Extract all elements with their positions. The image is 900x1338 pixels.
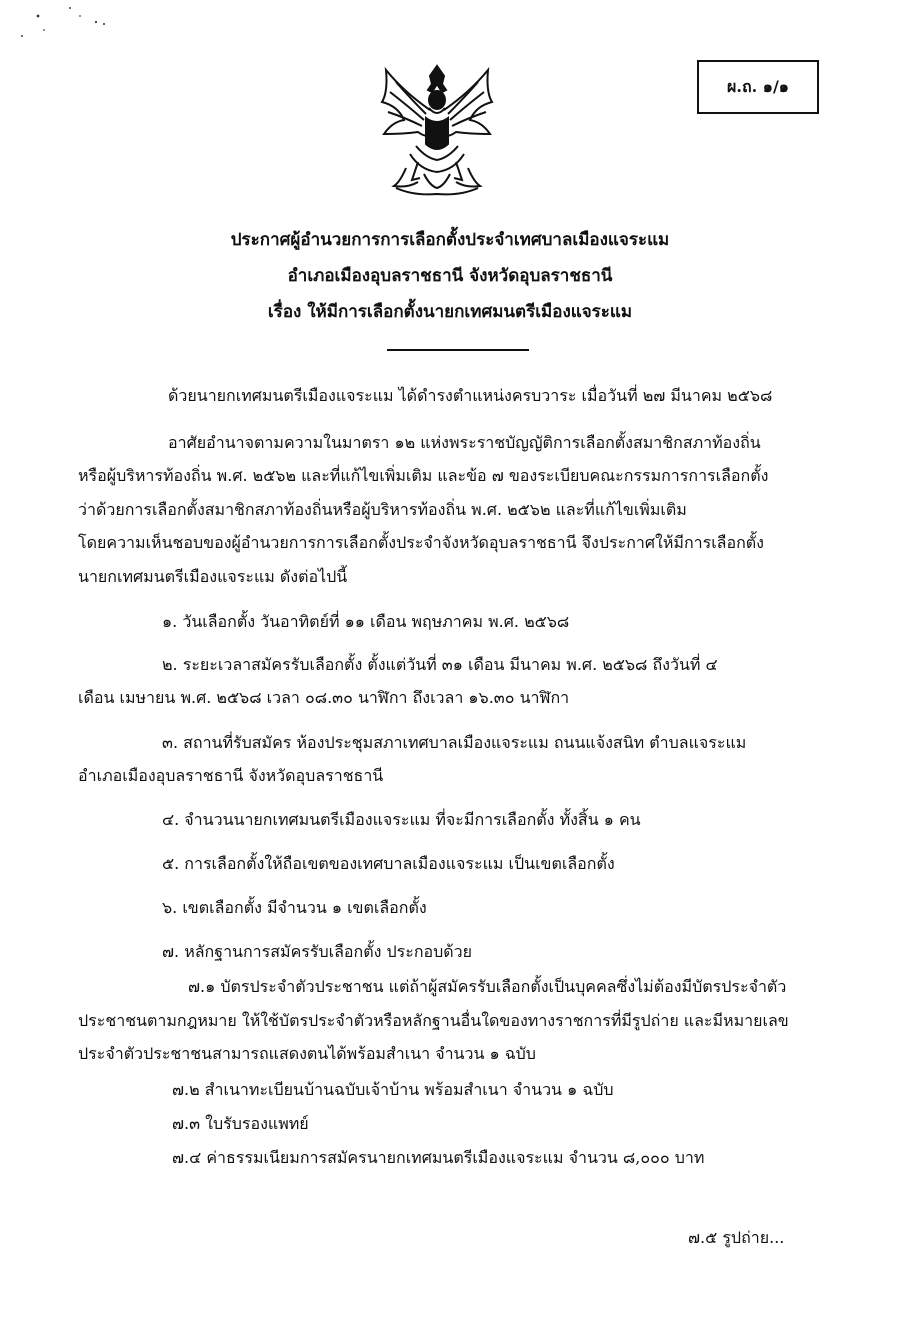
header-subject-line: เรื่อง ให้มีการเลือกตั้งนายกเทศมนตรีเมืองแจระแม <box>267 302 633 322</box>
item-7-4-application-fee: ๗.๔ ค่าธรรมเนียมการสมัครนายกเทศมนตรีเมืองแจระแม จำนวน ๘,๐๐๐ บาท <box>172 1148 705 1167</box>
authority-line-3: ว่าด้วยการเลือกตั้งสมาชิกสภาท้องถิ่นหรือผู้บริหารท้องถิ่น พ.ศ. ๒๕๖๒ และที่แก้ไขเพิ่มเติม <box>78 500 687 519</box>
item-7-3-medical-certificate: ๗.๓ ใบรับรองแพทย์ <box>172 1114 309 1133</box>
item-2-application-period: ๒. ระยะเวลาสมัครรับเลือกตั้ง ตั้งแต่วันที่ ๓๑ เดือน มีนาคม พ.ศ. ๒๕๖๘ ถึงวันที่ ๔ <box>162 655 718 674</box>
item-3-application-place-cont: อำเภอเมืองอุบลราชธานี จังหวัดอุบลราชธานี <box>78 766 384 785</box>
item-7-1-id-card-cont-1: ประชาชนตามกฎหมาย ให้ใช้บัตรประจำตัวหรือหลักฐานอื่นใดของทางราชการที่มีรูปถ่าย และมีหมายเลข <box>78 1011 789 1030</box>
item-2-application-period-cont: เดือน เมษายน พ.ศ. ๒๕๖๘ เวลา ๐๘.๓๐ นาฬิกา ถึงเวลา ๑๖.๓๐ นาฬิกา <box>78 688 570 707</box>
authority-line-1: อาศัยอำนาจตามความในมาตรา ๑๒ แห่งพระราชบัญญัติการเลือกตั้งสมาชิกสภาท้องถิ่น <box>168 433 761 452</box>
continuation-note: ๗.๕ รูปถ่าย... <box>688 1228 785 1247</box>
item-1-election-date: ๑. วันเลือกตั้ง วันอาทิตย์ที่ ๑๑ เดือน พฤษภาคม พ.ศ. ๒๕๖๘ <box>162 612 570 631</box>
item-3-application-place: ๓. สถานที่รับสมัคร ห้องประชุมสภาเทศบาลเมืองแจระแม ถนนแจ้งสนิท ตำบลแจระแม <box>162 733 747 752</box>
header-title-line-1: ประกาศผู้อำนวยการการเลือกตั้งประจำเทศบาลเมืองแจระแม <box>230 230 670 250</box>
garuda-emblem-icon <box>374 62 500 200</box>
item-5-election-area: ๕. การเลือกตั้งให้ถือเขตของเทศบาลเมืองแจระแม เป็นเขตเลือกตั้ง <box>162 854 615 873</box>
item-7-required-documents: ๗. หลักฐานการสมัครรับเลือกตั้ง ประกอบด้วย <box>162 942 473 961</box>
item-7-1-id-card-cont-2: ประจำตัวประชาชนสามารถแสดงตนได้พร้อมสำเนา จำนวน ๑ ฉบับ <box>78 1044 536 1063</box>
item-7-1-id-card: ๗.๑ บัตรประจำตัวประชาชน แต่ถ้าผู้สมัครรับเลือกตั้งเป็นบุคคลซึ่งไม่ต้องมีบัตรประจำตัว <box>188 977 787 996</box>
header-title-line-2: อำเภอเมืองอุบลราชธานี จังหวัดอุบลราชธานี <box>287 266 613 286</box>
authority-line-5: นายกเทศมนตรีเมืองแจระแม ดังต่อไปนี้ <box>78 567 348 586</box>
item-4-number-of-mayors: ๔. จำนวนนายกเทศมนตรีเมืองแจระแม ที่จะมีการเลือกตั้ง ทั้งสิ้น ๑ คน <box>162 810 641 829</box>
item-6-constituency-count: ๖. เขตเลือกตั้ง มีจำนวน ๑ เขตเลือกตั้ง <box>162 898 427 917</box>
scan-specks <box>0 0 140 50</box>
header-divider <box>387 349 529 351</box>
authority-line-4: โดยความเห็นชอบของผู้อำนวยการการเลือกตั้งประจำจังหวัดอุบลราชธานี จึงประกาศให้มีการเลือกตั้ง <box>78 533 764 552</box>
intro-paragraph: ด้วยนายกเทศมนตรีเมืองแจระแม ได้ดำรงตำแหน่งครบวาระ เมื่อวันที่ ๒๗ มีนาคม ๒๕๖๘ <box>168 386 773 405</box>
form-code-box: ผ.ถ. ๑/๑ <box>697 60 819 114</box>
authority-line-2: หรือผู้บริหารท้องถิ่น พ.ศ. ๒๕๖๒ และที่แก้ไขเพิ่มเติม และข้อ ๗ ของระเบียบคณะกรรมการการเลือกตั้ง <box>78 466 769 485</box>
item-7-2-house-registration: ๗.๒ สำเนาทะเบียนบ้านฉบับเจ้าบ้าน พร้อมสำเนา จำนวน ๑ ฉบับ <box>172 1080 614 1099</box>
